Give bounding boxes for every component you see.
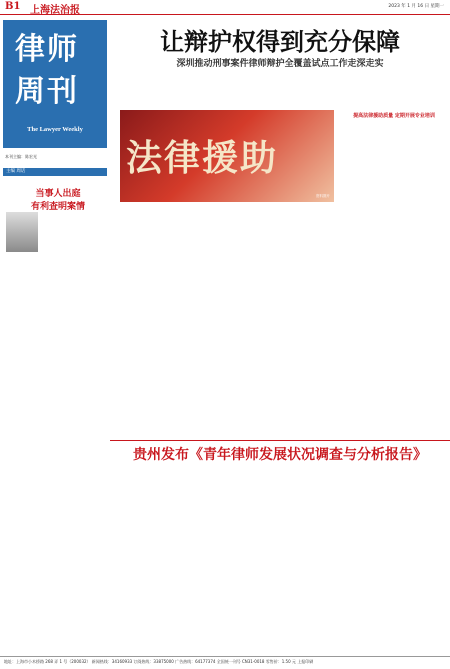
column-title-line-2: 有利查明案情 <box>30 202 85 212</box>
photo-sign-text: 法律援助 <box>126 137 279 179</box>
main-subheadline: 深圳推动刑事案件律师辩护全覆盖试点工作走深走实 <box>176 59 384 69</box>
issue-date: 2023 年 1 月 16 日 星期一 <box>388 4 444 9</box>
masthead-line-2: 周刊 <box>15 74 79 109</box>
footer-text: 地址：上海市小木桥路 268 弄 1 号（200032） 新闻热线：34160933 订阅热线：33875000 广告热线：64177374 全国统一刊号 CN31-0018 零售价：1.50 元 上报印刷 <box>4 659 314 664</box>
article-photo <box>120 110 334 202</box>
masthead-line-1: 律师 <box>15 32 79 67</box>
page-footer <box>0 656 450 669</box>
side-article-title: 提高法律援助质量 定期开展专业培训 <box>353 113 435 119</box>
second-headline: 贵州发布《青年律师发展状况调查与分析报告》 <box>133 447 427 463</box>
newspaper-logo: 上海法治报 <box>30 5 80 16</box>
page-number: B1 <box>5 1 21 12</box>
column-bar: 主编 周话 <box>3 168 107 176</box>
section-divider <box>110 440 450 441</box>
photo-caption: 资料图片 <box>316 194 330 198</box>
column-title <box>8 186 108 212</box>
column-title-line-1: 当事人出庭 <box>35 189 81 199</box>
author-portrait <box>6 212 38 252</box>
editor-info: 本刊主编：陈宏光 <box>5 154 37 159</box>
masthead-english: The Lawyer Weekly <box>27 126 83 133</box>
masthead <box>3 20 107 148</box>
main-headline: 让辩护权得到充分保障 <box>160 27 400 56</box>
page-header <box>0 0 450 15</box>
